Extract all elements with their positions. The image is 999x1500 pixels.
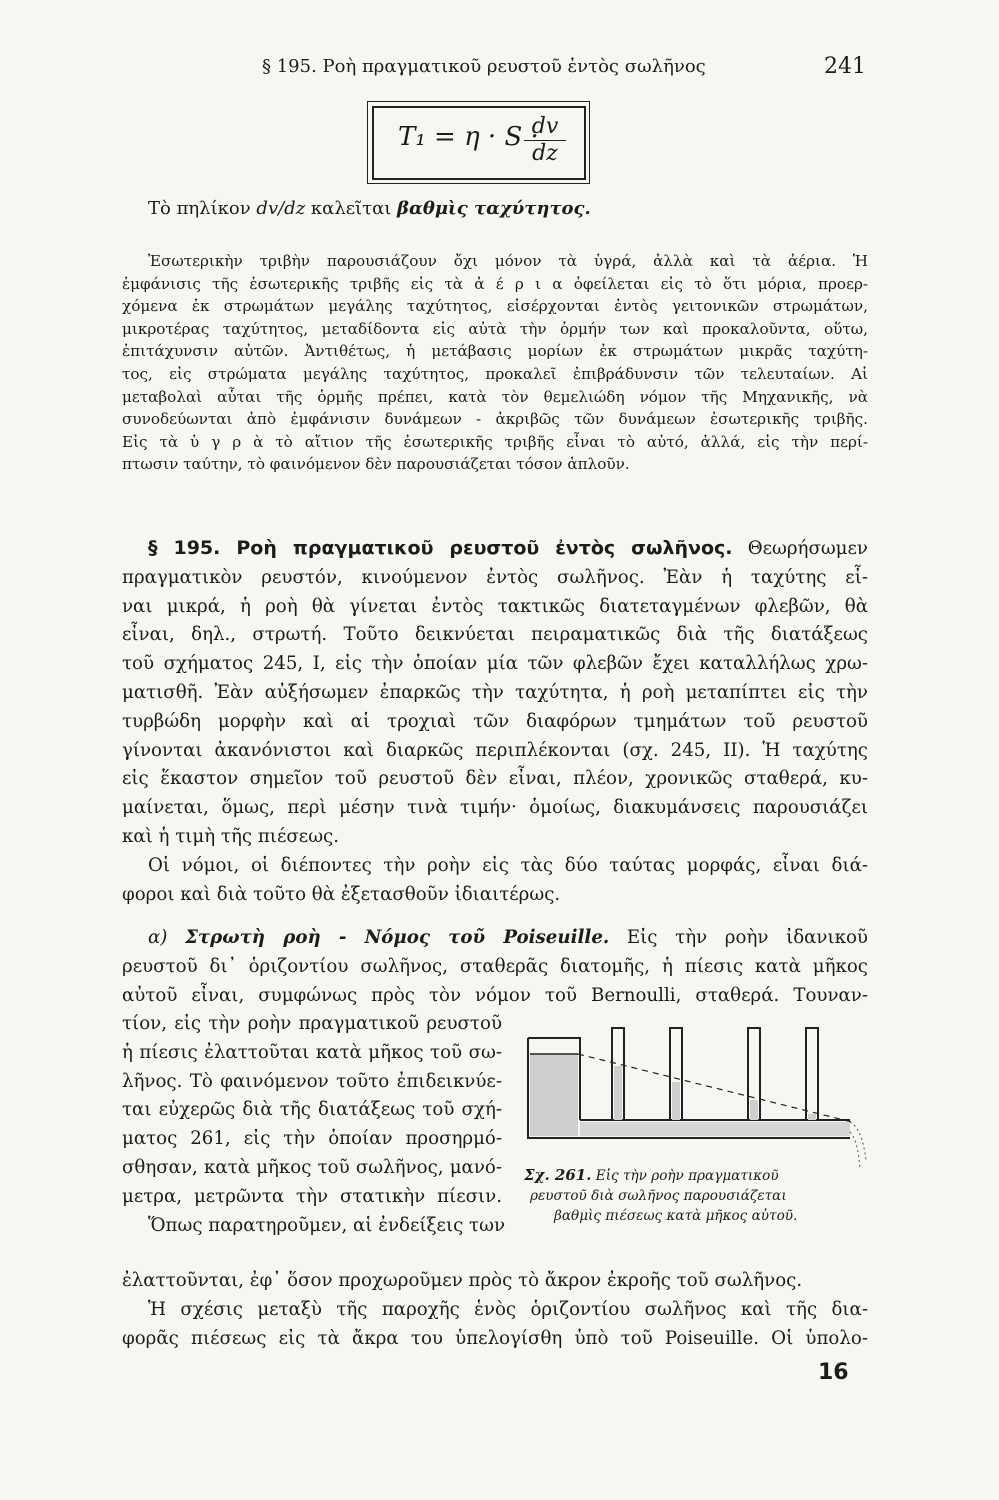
text-line: Εἰς τὰ ὑ γ ρ ὰ τὸ αἴτιον τῆς ἐσωτερικῆς τριβῆς εἶναι τὸ αὐτό, ἀλλά, εἰς τὴν περί- [122,432,868,451]
text-line: μεταβολαὶ αὗται τῆς ὁρμῆς πρέπει, κατὰ τὸν θεμελιώδη νόμον τῆς Μηχανικῆς, νὰ [122,387,868,406]
text-line: χόμενα ἐκ στρωμάτων μεγάλης ταχύτητος, εἰσέρχονται ἐντὸς γειτονικῶν στρωμάτων, [122,297,868,316]
figure-caption [524,1165,874,1226]
text-line: ναι μικρά, ἡ ροὴ θὰ γίνεται ἐντὸς τακτικῶς διατεταγμένων φλεβῶν, θὰ [122,595,868,617]
text-line: φοροι καὶ διὰ τοῦτο θὰ ἐξετασθοῦν ἰδιαιτέρως. [122,883,561,905]
boxed-formula [372,106,586,180]
manometer-4 [806,1028,818,1120]
figure-label: Σχ. 261. [524,1166,592,1184]
caption-line: βαθμὶς πιέσεως κατὰ μῆκος αὐτοῦ. [554,1208,798,1224]
running-title: § 195. Ροὴ πραγματικοῦ ρευστοῦ ἐντὸς σωλῆνος [262,56,706,77]
text-line: Ἐσωτερικὴν τριβὴν παρουσιάζουν ὄχι μόνον τὰ ὑγρά, ἀλλὰ καὶ τὰ ἀέρια. Ἡ [148,252,868,270]
text-line: σθησαν, κατὰ μῆκος τοῦ σωλῆνος, μανό- [122,1156,502,1178]
text-line: αὐτοῦ εἶναι, συμφώνως πρὸς τὸν νόμον τοῦ Bernoulli, σταθερά. Τουναν- [122,984,868,1006]
text-line: μετρα, μετρῶντα τὴν στατικὴν πίεσιν. [122,1185,502,1207]
text-line: καὶ ἡ τιμὴ τῆς πιέσεως. [122,825,339,847]
text-line: ματος 261, εἰς τὴν ὁποίαν προσηρμό- [122,1128,502,1150]
page-number: 241 [824,54,866,79]
subsection-a-continuation [122,1267,868,1353]
section-heading: § 195. Ροὴ πραγματικοῦ ρευστοῦ ἐντὸς σωλῆνος. [148,537,733,559]
text-line: Οἱ νόμοι, οἱ διέποντες τὴν ροὴν εἰς τὰς δύο ταύτας μορφάς, εἶναι διά- [148,854,868,876]
text-line: λῆνος. Τὸ φαινόμενον τοῦτο ἐπιδεικνύε- [122,1070,502,1092]
text-line: μικροτέρας ταχύτητος, μεταδίδοντα εἰς αὐτὰ τὴν ὁρμήν των καὶ προκαλοῦντα, οὕτω, [122,319,868,338]
text-line: συνοδεύωνται ἀπὸ ἐμφάνισιν δυνάμεων - ἀκριβῶς τῶν δυνάμεων ἐσωτερικῆς τριβῆς. [122,410,868,429]
text-line: ἐμφάνισις τῆς ἐσωτερικῆς τριβῆς εἰς τὰ ἀ έ ρ ι α ὀφείλεται εἰς τὸ ὅτι μόρια, προερ- [122,274,868,293]
text-line: τος, εἰς στρώματα μεγάλης ταχύτητος, προκαλεῖ ἐπιβράδυνσιν τῶν τελευταίων. Αἱ [122,364,868,383]
section-lead: Θεωρήσωμεν [747,538,868,559]
text-line: πραγματικὸν ρευστόν, κινούμενον ἐντὸς σωλῆνος. Ἐὰν ἡ ταχύτης εἶ- [122,566,868,588]
formula-fraction [524,114,566,167]
text-line: φορᾶς πιέσεως εἰς τὰ ἄκρα του ὑπελογίσθη ὑπὸ τοῦ Poiseuille. Οἱ ὑπολο- [122,1327,868,1349]
text-line: Ἡ σχέσις μεταξὺ τῆς παροχῆς ἑνὸς ὁριζοντίου σωλῆνος καὶ τῆς δια- [148,1298,868,1320]
caption-text: Εἰς τὴν ροὴν πραγματικοῦ [595,1168,779,1184]
figure-261-diagram [520,1020,880,1180]
text-line: ρευστοῦ δι᾽ ὁριζοντίου σωλῆνος, σταθερᾶς διατομῆς, ἡ πίεσις κατὰ μῆκος [122,955,868,977]
text-line: ται εὐχερῶς διὰ τῆς διατάξεως τοῦ σχή- [122,1099,502,1121]
text-line: μαίνεται, ὅμως, περὶ μέσην τινὰ τιμήν· ὁμοίως, διακυμάνσεις παρουσιάζει [122,797,868,819]
subsection-label: α) [148,927,168,948]
text-line: ἐπιτάχυνσιν αὐτῶν. Ἀντιθέτως, ἡ μετάβασις μορίων ἐκ στρωμάτων μικρᾶς ταχύτη- [122,342,868,361]
formula-denominator: dz [532,141,558,166]
text-line: εἰς ἕκαστον σημεῖον τοῦ ρευστοῦ δὲν εἶναι, πλέον, χρονικῶς σταθερά, κυ- [122,768,868,790]
manometer-1 [612,1028,624,1120]
formula-numerator: dv [524,114,566,141]
outflow-stream [850,1122,866,1160]
text-line: ματισθῆ. Ἐὰν αὐξήσωμεν ἐπαρκῶς τὴν ταχύτητα, ἡ ροὴ μεταπίπτει εἰς τὴν [122,681,868,703]
section-heading-line [122,534,868,564]
manometer-3 [748,1028,760,1120]
subsection-title: Στρωτὴ ροὴ - Νόμος τοῦ Poiseuille. [185,927,610,948]
caption-line [524,1165,874,1186]
text-line: ἡ πίεσις ἐλαττοῦται κατὰ μῆκος τοῦ σω- [122,1041,502,1063]
running-header [0,56,999,86]
text-line: πτωσιν ταύτην, τὸ φαινόμενον δὲν παρουσιάζεται τόσον ἁπλοῦν. [122,455,630,474]
definition-symbol: dv/dz [256,198,306,219]
friction-paragraph [122,250,868,476]
definition-prefix: Τὸ πηλίκον [148,198,251,219]
definition-middle: καλεῖται [310,198,392,219]
section-195 [122,534,868,909]
formula-lhs: T₁ = η · S · [398,122,539,152]
definition-line [148,198,591,219]
text-line: τίον, εἰς τὴν ροὴν πραγματικοῦ ρευστοῦ [122,1013,502,1034]
manometer-2 [670,1028,682,1120]
text-line: Ὅπως παρατηροῦμεν, αἱ ἐνδείξεις των [148,1214,506,1236]
text-line: τοῦ σχήματος 245, I, εἰς τὴν ὁποίαν μία τῶν φλεβῶν ἔχει καταλλήλως χρω- [122,653,868,675]
text-line: ἐλαττοῦνται, ἐφ᾽ ὅσον προχωροῦμεν πρὸς τὸ ἄκρον ἐκροῆς τοῦ σωλῆνος. [122,1270,803,1291]
subsection-first-line: Εἰς τὴν ροὴν ἰδανικοῦ [626,927,868,948]
subsection-heading-line [122,924,868,953]
tube-liquid [580,1122,850,1136]
text-line: γίνονται ἀκανόνιστοι καὶ διαρκῶς περιπλέκονται (σχ. 245, II). Ἡ ταχύτης [122,739,868,761]
caption-line: ρευστοῦ διὰ σωλῆνος παρουσιάζεται [530,1188,787,1204]
signature-mark: 16 [818,1360,849,1385]
subsection-a-intro [122,924,868,1010]
text-line: τυρβώδη μορφὴν καὶ αἱ τροχιαὶ τῶν διαφόρων τμημάτων τοῦ ρευστοῦ [122,710,868,732]
subsection-a-narrow-column [122,1010,506,1240]
definition-term: βαθμὶς ταχύτητος. [397,198,591,219]
reservoir-liquid [530,1054,578,1136]
text-line: εἶναι, δηλ., στρωτή. Τοῦτο δεικνύεται πειραματικῶς διὰ τῆς διατάξεως [122,624,868,646]
